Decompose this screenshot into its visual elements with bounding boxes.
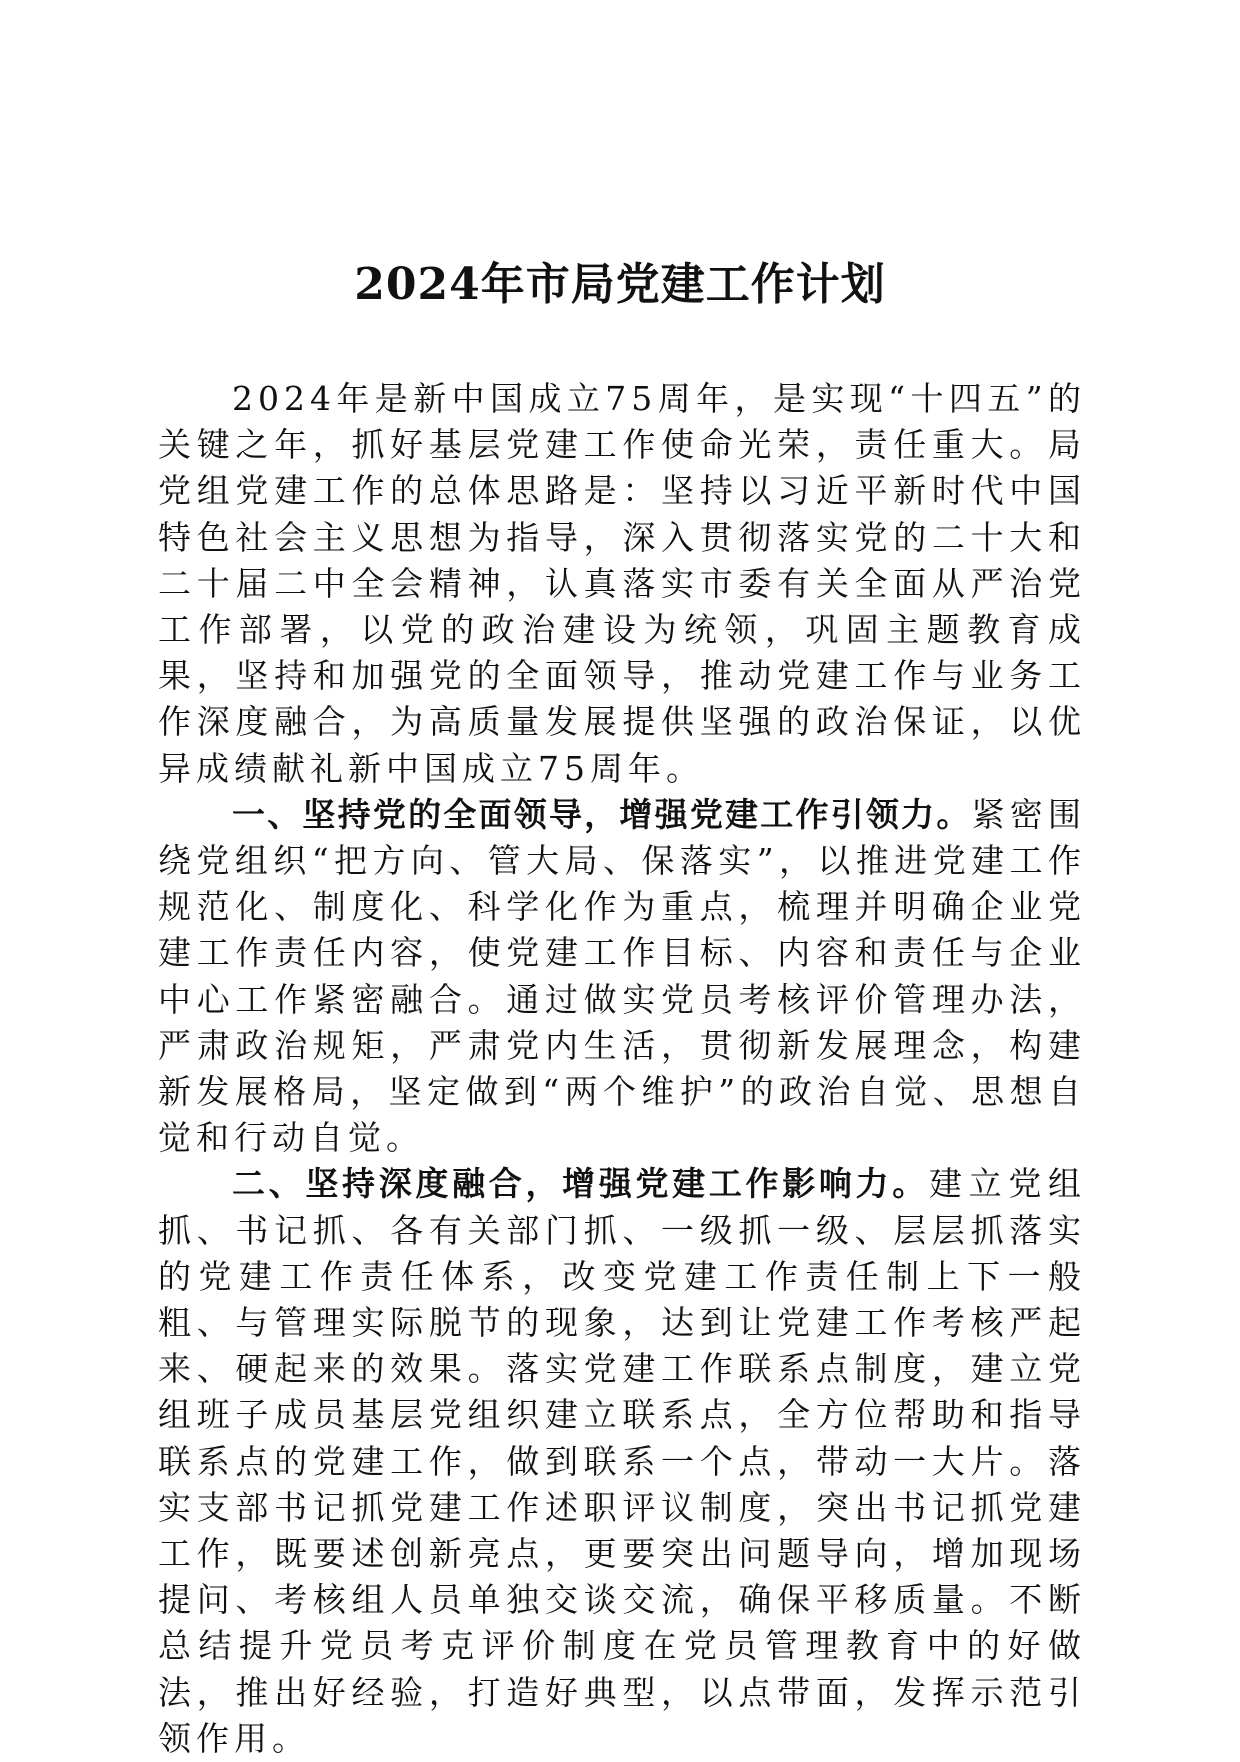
paragraph-text: 紧密围绕党组织“把方向、管大局、保落实”，以推进党建工作规范化、制度化、科学化作为重点，梳理并明确企业党建工作责任内容，使党建工作目标、内容和责任与企业中心工作紧密融合。通过做实党员考核评价管理办法，严肃政治规矩，严肃党内生活，贯彻新发展理念，构建新发展格局，坚定做到“两个维护”的政治自觉、思想自觉和行动自觉。 [158,794,1087,1158]
document-title: 2024年市局党建工作计划 [354,259,886,311]
section-one-paragraph [158,792,1086,1162]
section-two-paragraph [158,1161,1086,1762]
paragraph-text: 2024年是新中国成立75周年，是实现“十四五”的关键之年，抓好基层党建工作使命光荣，责任重大。局党组党建工作的总体思路是：坚持以习近平新时代中国特色社会主义思想为指导，深入贯彻落实党的二十大和二十届二中全会精神，认真落实市委有关全面从严治党工作部署，以党的政治建设为统领，巩固主题教育成果，坚持和加强党的全面领导，推动党建工作与业务工作深度融合，为高质量发展提供坚强的政治保证，以优异成绩献礼新中国成立75周年。 [158,379,1086,788]
intro-paragraph [158,376,1086,792]
document-body [158,376,1086,1762]
section-one-heading: 一、坚持党的全面领导，增强党建工作引领力。 [232,794,972,834]
section-two-heading: 二、坚持深度融合，增强党建工作影响力。 [232,1164,929,1204]
paragraph-text: 建立党组抓、书记抓、各有关部门抓、一级抓一级、层层抓落实的党建工作责任体系，改变党建工作责任制上下一般粗、与管理实际脱节的现象，达到让党建工作考核严起来、硬起来的效果。落实党建工作联系点制度，建立党组班子成员基层党组织建立联系点，全方位帮助和指导联系点的党建工作，做到联系一个点，带动一大片。落实支部书记抓党建工作述职评议制度，突出书记抓党建工作，既要述创新亮点，更要突出问题导向，增加现场提问、考核组人员单独交谈交流，确保平移质量。不断总结提升党员考克评价制度在党员管理教育中的好做法，推出好经验，打造好典型，以点带面，发挥示范引领作用。 [158,1164,1087,1758]
